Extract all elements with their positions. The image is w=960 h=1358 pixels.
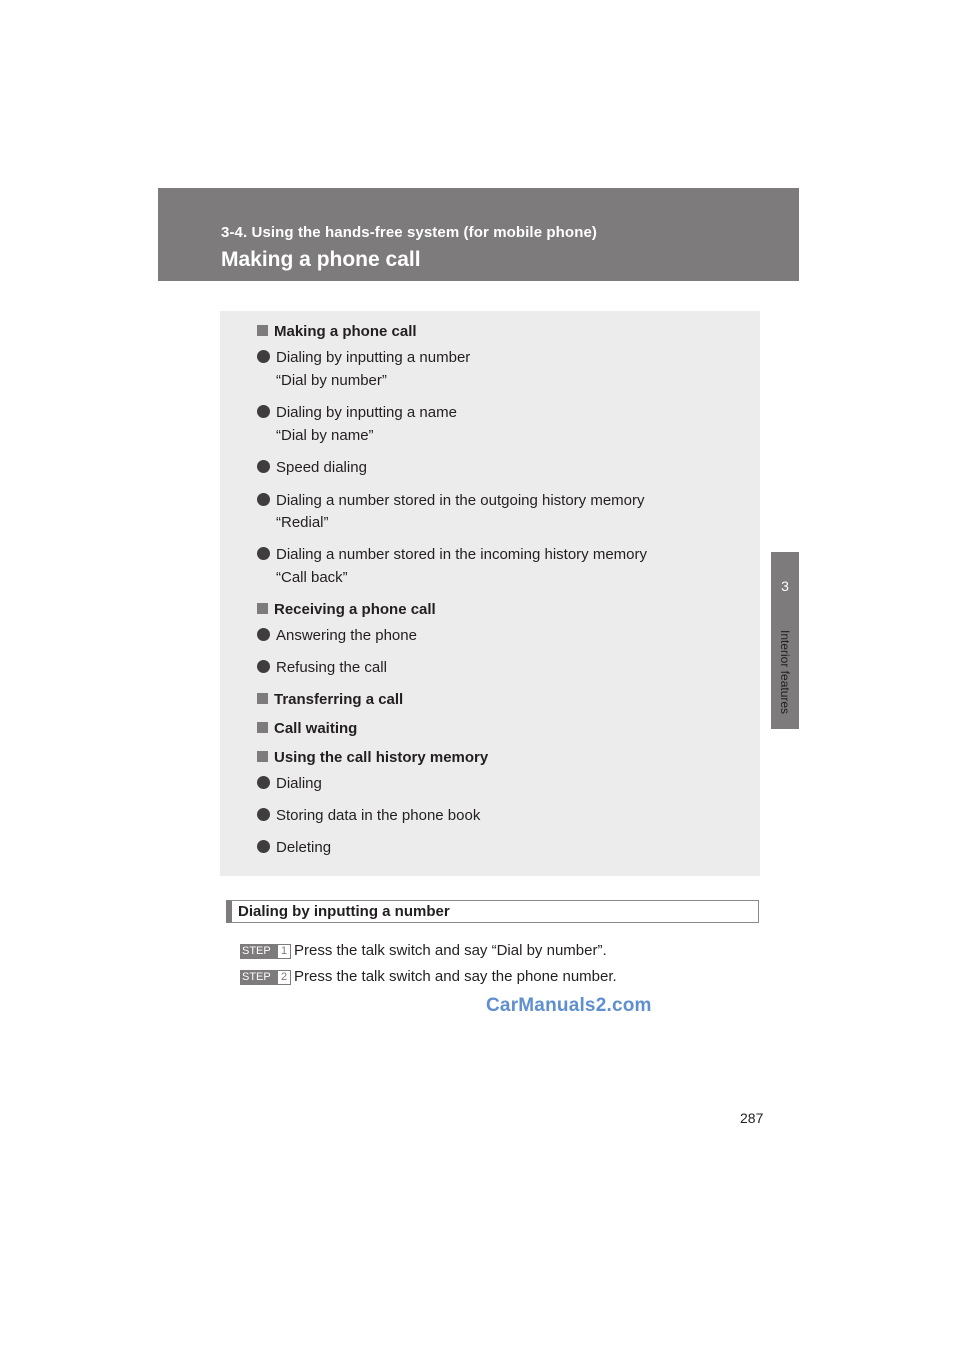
round-bullet-icon <box>257 776 270 789</box>
round-bullet-icon <box>257 660 270 673</box>
summary-heading-transferring: Transferring a call <box>257 689 403 711</box>
step-text: Press the talk switch and say “Dial by number”. <box>294 942 607 959</box>
page-header <box>158 188 799 281</box>
chapter-label: Interior features <box>778 630 792 715</box>
summary-item-incoming: Dialing a number stored in the incoming history memory <box>257 544 647 566</box>
summary-heading-history: Using the call history memory <box>257 747 488 769</box>
square-bullet-icon <box>257 693 268 704</box>
summary-item-dialing: Dialing <box>257 773 322 795</box>
section-label: 3-4. Using the hands-free system (for mobile phone) <box>221 224 597 241</box>
square-bullet-icon <box>257 751 268 762</box>
summary-item-outgoing: Dialing a number stored in the outgoing history memory <box>257 490 645 512</box>
summary-item-dial-name: Dialing by inputting a name <box>257 402 457 424</box>
square-bullet-icon <box>257 325 268 336</box>
summary-heading-receiving: Receiving a phone call <box>257 599 436 621</box>
round-bullet-icon <box>257 547 270 560</box>
square-bullet-icon <box>257 603 268 614</box>
summary-heading-waiting: Call waiting <box>257 718 357 740</box>
step-badge: STEP 2 <box>240 970 291 985</box>
voice-command: “Dial by number” <box>276 372 387 389</box>
square-bullet-icon <box>257 722 268 733</box>
summary-item-deleting: Deleting <box>257 837 331 859</box>
summary-item-storing: Storing data in the phone book <box>257 805 480 827</box>
round-bullet-icon <box>257 460 270 473</box>
page-number: 287 <box>740 1110 764 1126</box>
voice-command: “Redial” <box>276 514 329 531</box>
round-bullet-icon <box>257 405 270 418</box>
round-bullet-icon <box>257 840 270 853</box>
watermark: CarManuals2.com <box>486 995 652 1016</box>
round-bullet-icon <box>257 350 270 363</box>
summary-heading-making: Making a phone call <box>257 321 417 343</box>
round-bullet-icon <box>257 808 270 821</box>
summary-item-dial-number: Dialing by inputting a number <box>257 347 470 369</box>
voice-command: “Call back” <box>276 569 348 586</box>
summary-item-answer: Answering the phone <box>257 625 417 647</box>
step-text: Press the talk switch and say the phone number. <box>294 968 617 985</box>
voice-command: “Dial by name” <box>276 427 374 444</box>
round-bullet-icon <box>257 493 270 506</box>
step-badge: STEP 1 <box>240 944 291 959</box>
subsection-title: Dialing by inputting a number <box>238 903 450 920</box>
summary-box <box>220 311 760 876</box>
round-bullet-icon <box>257 628 270 641</box>
page-title: Making a phone call <box>221 248 421 271</box>
summary-item-refuse: Refusing the call <box>257 657 387 679</box>
summary-item-speed: Speed dialing <box>257 457 367 479</box>
chapter-number: 3 <box>781 578 789 594</box>
subsection-header <box>226 900 759 923</box>
